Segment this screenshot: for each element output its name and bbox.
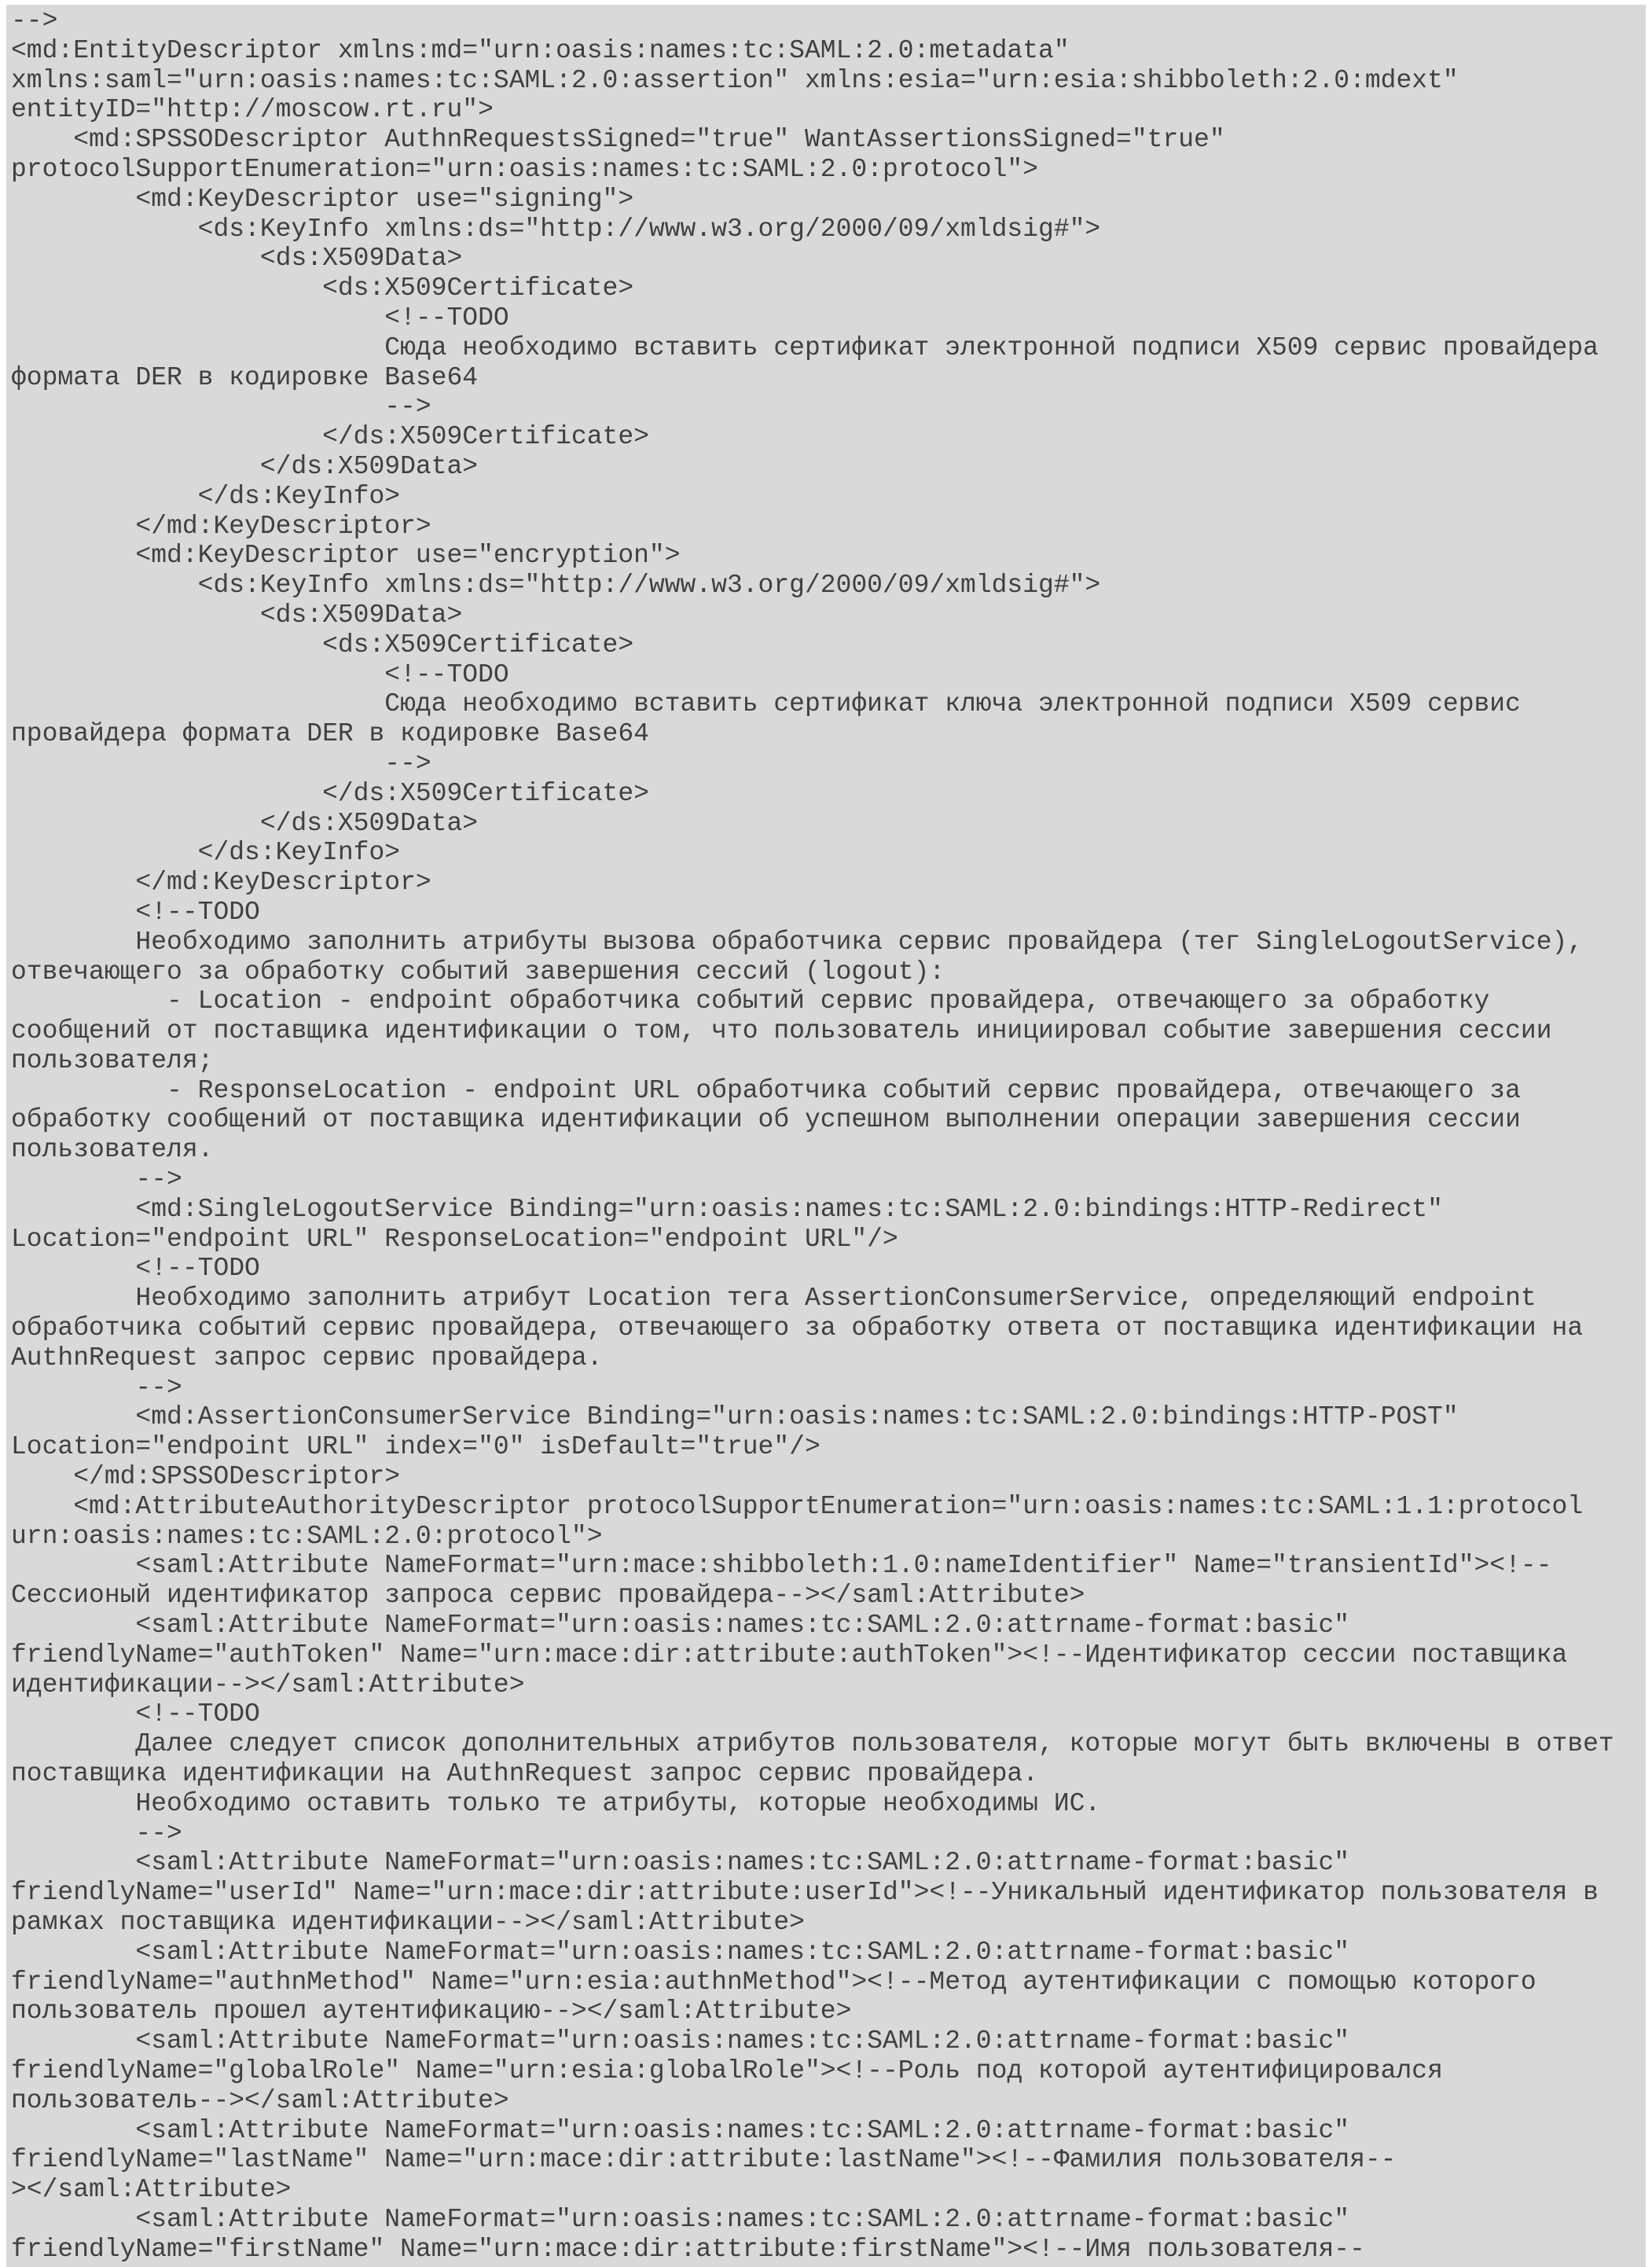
code-line: ></saml:Attribute>	[11, 2175, 292, 2205]
code-line: -->	[11, 748, 431, 778]
code-line: <saml:Attribute NameFormat="urn:oasis:names:tc:SAML:2.0:attrname-format:basic"	[11, 2115, 1350, 2145]
code-line: формата DER в кодировке Base64	[11, 362, 479, 392]
code-line: -->	[11, 392, 431, 422]
code-line: <saml:Attribute NameFormat="urn:oasis:names:tc:SAML:2.0:attrname-format:basic"	[11, 1611, 1350, 1641]
code-line: xmlns:saml="urn:oasis:names:tc:SAML:2.0:assertion" xmlns:esia="urn:esia:shibboleth:2.0:mdext"	[11, 65, 1459, 95]
code-line: <md:KeyDescriptor use="encryption">	[11, 541, 681, 571]
code-line: - Location - endpoint обработчика событий сервис провайдера, отвечающего за обработку	[11, 987, 1490, 1016]
code-line: обработку сообщений от поставщика идентификации об успешном выполнении операции завершения сессии	[11, 1105, 1521, 1135]
code-line: -->	[11, 1818, 182, 1848]
code-line: пользователь--></saml:Attribute>	[11, 2085, 509, 2115]
code-line: <!--TODO	[11, 303, 509, 333]
code-line: </ds:X509Certificate>	[11, 422, 649, 452]
code-line: поставщика идентификации на AuthnRequest запрос сервис провайдера.	[11, 1759, 1039, 1789]
code-line: <ds:KeyInfo xmlns:ds="http://www.w3.org/2000/09/xmldsig#">	[11, 214, 1101, 244]
code-line: Далее следует список дополнительных атрибутов пользователя, которые могут быть включены в ответ	[11, 1729, 1614, 1759]
code-line: <saml:Attribute NameFormat="urn:oasis:names:tc:SAML:2.0:attrname-format:basic"	[11, 2026, 1350, 2056]
code-line: </md:SPSSODescriptor>	[11, 1462, 401, 1492]
code-line: <!--TODO	[11, 1699, 260, 1729]
code-line: </ds:KeyInfo>	[11, 838, 401, 868]
code-line: <!--TODO	[11, 1254, 260, 1284]
code-line: <ds:X509Data>	[11, 244, 463, 274]
code-line: </md:KeyDescriptor>	[11, 868, 431, 898]
code-line: <!--TODO	[11, 897, 260, 927]
code-line: friendlyName="authToken" Name="urn:mace:dir:attribute:authToken"><!--Идентификатор сессии поставщика	[11, 1640, 1568, 1670]
code-line: Необходимо заполнить атрибуты вызова обработчика сервис провайдера (тег SingleLogoutService),	[11, 927, 1584, 957]
code-line: - ResponseLocation - endpoint URL обработчика событий сервис провайдера, отвечающего за	[11, 1075, 1521, 1105]
code-line: <md:KeyDescriptor use="signing">	[11, 184, 634, 214]
code-line: <md:AssertionConsumerService Binding="urn:oasis:names:tc:SAML:2.0:bindings:HTTP-POST"	[11, 1402, 1459, 1432]
code-line: friendlyName="lastName" Name="urn:mace:dir:attribute:lastName"><!--Фамилия пользователя--	[11, 2145, 1397, 2175]
code-line: friendlyName="userId" Name="urn:mace:dir:attribute:userId"><!--Уникальный идентификатор пользователя в	[11, 1878, 1599, 1908]
code-line: сообщений от поставщика идентификации о том, что пользователь инициировал событие завершения сессии	[11, 1016, 1552, 1046]
code-line: провайдера формата DER в кодировке Base64	[11, 719, 649, 749]
code-line: рамках поставщика идентификации--></saml:Attribute>	[11, 1908, 805, 1937]
code-line: friendlyName="authnMethod" Name="urn:esia:authnMethod"><!--Метод аутентификации с помощью которого	[11, 1967, 1536, 1997]
code-line: Необходимо оставить только те атрибуты, которые необходимы ИС.	[11, 1788, 1101, 1818]
code-line: <ds:KeyInfo xmlns:ds="http://www.w3.org/2000/09/xmldsig#">	[11, 571, 1101, 601]
code-line: <!--TODO	[11, 660, 509, 689]
code-line: Сюда необходимо вставить сертификат ключа электронной подписи X509 сервис	[11, 689, 1521, 719]
code-line: <md:SingleLogoutService Binding="urn:oasis:names:tc:SAML:2.0:bindings:HTTP-Redirect"	[11, 1194, 1443, 1224]
code-line: urn:oasis:names:tc:SAML:2.0:protocol">	[11, 1521, 603, 1551]
code-line: <ds:X509Certificate>	[11, 274, 634, 303]
code-line: <ds:X509Data>	[11, 600, 463, 630]
code-line: </ds:X509Data>	[11, 808, 479, 838]
code-line: пользователь прошел аутентификацию--></saml:Attribute>	[11, 1997, 852, 2026]
code-line: entityID="http://moscow.rt.ru">	[11, 95, 494, 125]
code-line: Location="endpoint URL" ResponseLocation="endpoint URL"/>	[11, 1224, 898, 1254]
code-line: отвечающего за обработку событий завершения сессий (logout):	[11, 957, 945, 987]
code-line: идентификации--></saml:Attribute>	[11, 1670, 525, 1699]
code-line: </ds:X509Data>	[11, 451, 479, 481]
code-line: <md:AttributeAuthorityDescriptor protocolSupportEnumeration="urn:oasis:names:tc:SAML:1.1:protocol	[11, 1491, 1584, 1521]
code-line: обработчика событий сервис провайдера, отвечающего за обработку ответа от поставщика идентификации на	[11, 1314, 1584, 1343]
code-line: пользователя;	[11, 1045, 214, 1075]
code-line: -->	[11, 1165, 182, 1195]
code-line: <ds:X509Certificate>	[11, 630, 634, 660]
code-lines	[11, 6, 1614, 2265]
code-line: <md:SPSSODescriptor AuthnRequestsSigned="true" WantAssertionsSigned="true"	[11, 125, 1225, 155]
code-line: friendlyName="firstName" Name="urn:mace:dir:attribute:firstName"><!--Имя пользователя--	[11, 2234, 1365, 2264]
code-line: <saml:Attribute NameFormat="urn:oasis:names:tc:SAML:2.0:attrname-format:basic"	[11, 1937, 1350, 1967]
code-line: AuthnRequest запрос сервис провайдера.	[11, 1343, 603, 1372]
code-line: <saml:Attribute NameFormat="urn:mace:shibboleth:1.0:nameIdentifier" Name="transientId"><!--	[11, 1551, 1552, 1581]
code-line: <saml:Attribute NameFormat="urn:oasis:names:tc:SAML:2.0:attrname-format:basic"	[11, 1848, 1350, 1878]
code-line: Необходимо заполнить атрибут Location тега AssertionConsumerService, определяющий endpoint	[11, 1284, 1536, 1314]
code-line: <md:EntityDescriptor xmlns:md="urn:oasis:names:tc:SAML:2.0:metadata"	[11, 35, 1070, 65]
code-line: -->	[11, 1372, 182, 1402]
code-line: </ds:X509Certificate>	[11, 778, 649, 808]
code-line: </ds:KeyInfo>	[11, 481, 401, 511]
code-line: </md:KeyDescriptor>	[11, 511, 431, 541]
code-line: пользователя.	[11, 1135, 214, 1165]
code-line: <saml:Attribute NameFormat="urn:oasis:names:tc:SAML:2.0:attrname-format:basic"	[11, 2204, 1350, 2234]
code-line: Сессионый идентификатор запроса сервис провайдера--></saml:Attribute>	[11, 1581, 1085, 1611]
code-line: -->	[11, 6, 58, 35]
code-line: Location="endpoint URL" index="0" isDefault="true"/>	[11, 1432, 820, 1462]
code-line: Сюда необходимо вставить сертификат электронной подписи X509 сервис провайдера	[11, 333, 1599, 362]
code-listing	[6, 5, 1646, 2267]
code-line: protocolSupportEnumeration="urn:oasis:names:tc:SAML:2.0:protocol">	[11, 154, 1039, 184]
code-line: friendlyName="globalRole" Name="urn:esia:globalRole"><!--Роль под которой аутентифицировался	[11, 2056, 1443, 2085]
